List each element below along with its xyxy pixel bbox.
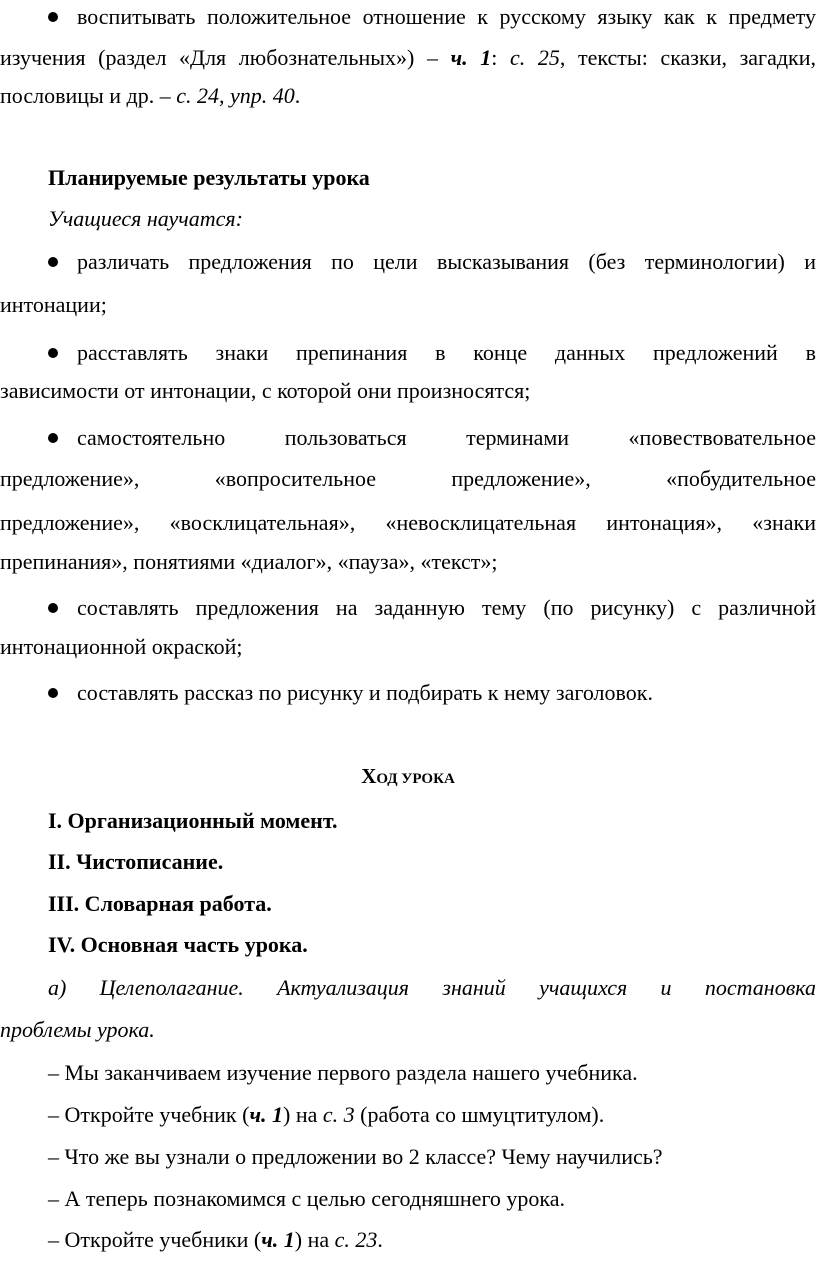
result-item-5-line1: составлять рассказ по рисунку и подбирать к нему заголовок. xyxy=(77,680,653,705)
result-item-2-line1: расставлять знаки препинания в конце данных предложений в xyxy=(77,340,816,365)
dialog-line-5: – Откройте учебники (ч. 1) на с. 23. xyxy=(48,1227,383,1252)
result-item-4-line2: интонационной окраской; xyxy=(0,634,243,659)
lesson-step-2: II. Чистописание. xyxy=(48,849,224,874)
lesson-step-1: I. Организационный момент. xyxy=(48,808,338,833)
lesson-sub-a-line2: проблемы урока. xyxy=(0,1017,155,1042)
intro-bullet-line3: пословицы и др. – с. 24, упр. 40. xyxy=(0,83,301,108)
result-item-3-line4: препинания», понятиями «диалог», «пауза», «текст»; xyxy=(0,549,498,574)
results-subheading: Учащиеся научатся: xyxy=(48,206,243,231)
lesson-sub-a-line1: а) Целеполагание. Актуализация знаний учащихся и постановка xyxy=(48,975,816,1000)
result-item-3-line3: предложение», «восклицательная», «невосклицательная интонация», «знаки xyxy=(0,510,816,535)
intro-bullet-line1: воспитывать положительное отношение к русскому языку как к предмету xyxy=(77,4,816,29)
bullet-icon xyxy=(48,433,58,443)
result-item-3-line1: самостоятельно пользоваться терминами «повествовательное xyxy=(77,425,816,450)
dialog-line-4: – А теперь познакомимся с целью сегодняшнего урока. xyxy=(48,1186,566,1211)
lesson-title: ХОД УРОКА xyxy=(361,764,455,788)
bullet-icon xyxy=(48,12,58,22)
result-item-4-line1: составлять предложения на заданную тему (по рисунку) с различной xyxy=(77,595,816,620)
bullet-icon xyxy=(48,257,58,267)
bullet-icon xyxy=(48,603,58,613)
result-item-2-line2: зависимости от интонации, с которой они произносятся; xyxy=(0,378,531,403)
intro-bullet-line2: изучения (раздел «Для любознательных») – ч. 1: с. 25, тексты: сказки, загадки, xyxy=(0,45,816,70)
dialog-line-2: – Откройте учебник (ч. 1) на с. 3 (работа со шмуцтитулом). xyxy=(48,1102,605,1127)
dialog-line-1: – Мы заканчиваем изучение первого раздела нашего учебника. xyxy=(48,1060,638,1085)
bullet-icon xyxy=(48,688,58,698)
result-item-1-line1: различать предложения по цели высказывания (без терминологии) и xyxy=(77,249,816,274)
result-item-3-line2: предложение», «вопросительное предложение», «побудительное xyxy=(0,466,816,491)
bullet-icon xyxy=(48,348,58,358)
dialog-line-3: – Что же вы узнали о предложении во 2 классе? Чему научились? xyxy=(48,1144,663,1169)
result-item-1-line2: интонации; xyxy=(0,292,107,317)
lesson-step-3: III. Словарная работа. xyxy=(48,891,272,916)
lesson-step-4: IV. Основная часть урока. xyxy=(48,932,308,957)
results-heading: Планируемые результаты урока xyxy=(48,165,370,190)
